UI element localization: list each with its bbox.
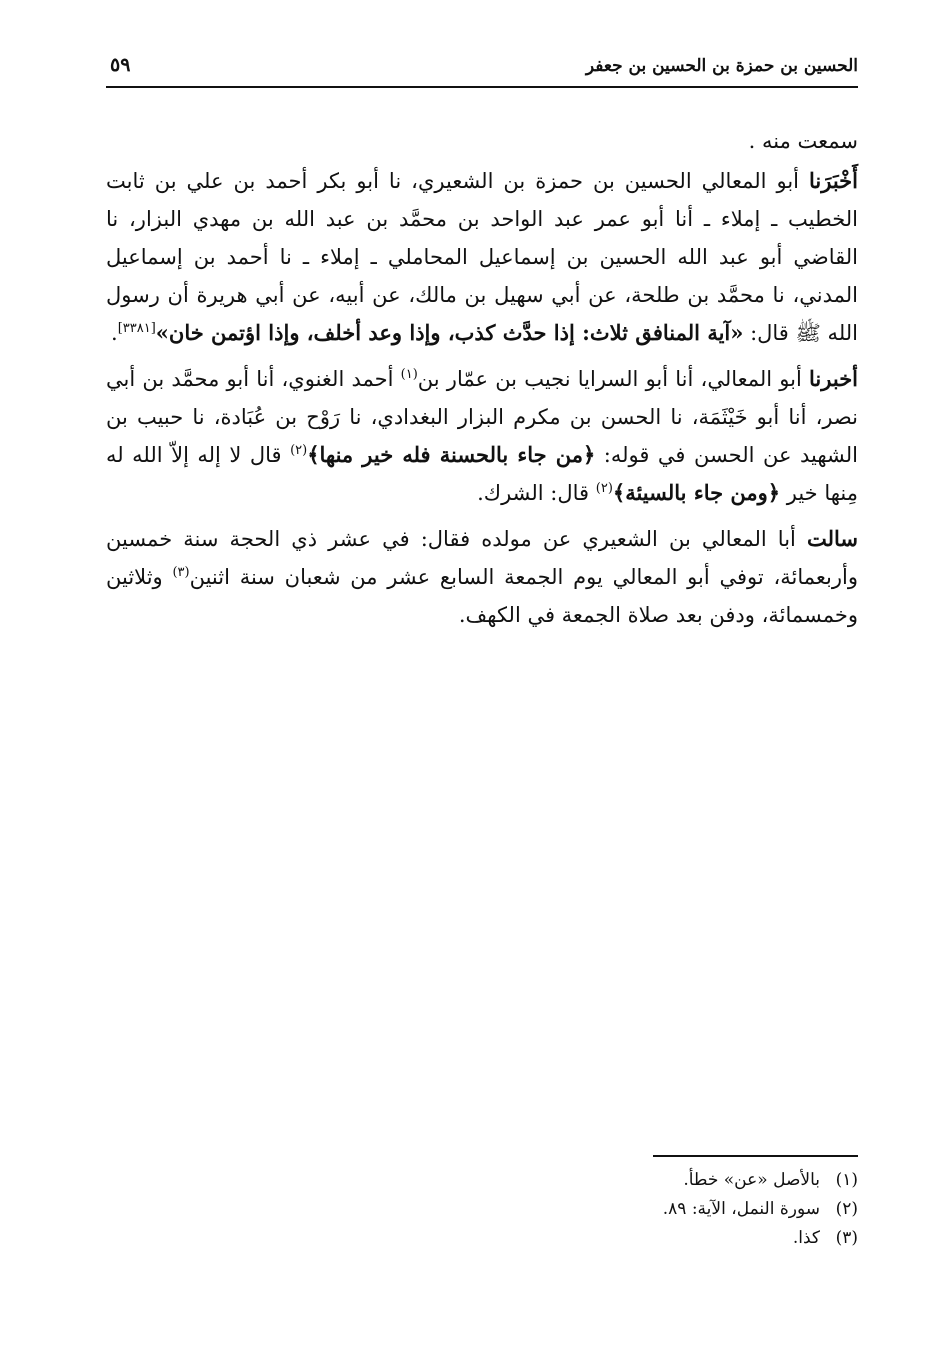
paragraph-lead-word: أَخْبَرَنا bbox=[809, 168, 858, 193]
hadith-reference-number: [٣٣٨١] bbox=[117, 321, 156, 336]
footnote-text: بالأصل «عن» خطأ. bbox=[683, 1170, 820, 1190]
paragraph-text: أبو المعالي، أنا أبو السرايا نجيب بن عمّار بن bbox=[417, 367, 810, 391]
footnote-2 bbox=[458, 1195, 858, 1224]
paragraph-text: وثلاثين وخمسمائة، ودفن بعد صلاة الجمعة في الكهف. bbox=[106, 565, 858, 627]
footnote-number: (١) bbox=[835, 1170, 858, 1190]
main-text bbox=[106, 122, 858, 642]
page-number: ٥٩ bbox=[110, 54, 131, 76]
footnote-1 bbox=[458, 1166, 858, 1195]
sentence-end: . bbox=[111, 321, 118, 345]
footnotes bbox=[458, 1166, 858, 1253]
quran-verse-2: ﴿ومن جاء بالسيئة﴾ bbox=[612, 480, 781, 505]
paragraph-text: قال لا إله إلاّ الله له مِنها خير bbox=[106, 443, 858, 505]
quran-verse-1: ﴿من جاء بالحسنة فله خير منها﴾ bbox=[307, 442, 596, 467]
footnote-number: (٢) bbox=[835, 1199, 858, 1219]
paragraph-3 bbox=[106, 360, 858, 512]
footnote-separator bbox=[653, 1155, 858, 1157]
footnote-marker-2: (٢) bbox=[290, 443, 308, 458]
paragraph-4 bbox=[106, 520, 858, 634]
paragraph-2 bbox=[106, 162, 858, 352]
isnad-text: أبو المعالي الحسين بن حمزة بن الشعيري، نا أبو بكر أحمد بن علي بن ثابت الخطيب ـ إملاء ـ أنا أبو عمر عبد الواحد بن محمَّد بن عبد الله بن مهدي البزار، نا القاضي أبو عبد الله الحسين بن إسماعيل المحاملي ـ إملاء ـ نا أحمد بن إسماعيل المدني، نا محمَّد بن طلحة، عن أبي سهيل بن مالك، عن أبيه، عن أبي هريرة أن رسول الله ﷺ قال: bbox=[106, 169, 858, 345]
paragraph-lead-word: سالت bbox=[806, 526, 858, 551]
footnote-number: (٣) bbox=[835, 1228, 858, 1248]
paragraph-text: أحمد الغنوي، أنا أبو محمَّد بن أبي نصر، أنا أبو خَيْثَمَة، نا الحسن بن مكرم البزار البغدادي، نا رَوْح بن عُبَادة، نا حبيب بن الشهيد عن الحسن في قوله: bbox=[106, 367, 858, 467]
running-title: الحسين بن حمزة بن الحسين بن جعفر bbox=[585, 56, 858, 76]
page-header bbox=[106, 44, 858, 88]
paragraph-1: سمعت منه . bbox=[748, 129, 858, 153]
footnote-marker-1: (١) bbox=[400, 367, 418, 382]
footnote-text: سورة النمل، الآية: ٨٩. bbox=[662, 1199, 820, 1219]
footnote-marker-3: (٣) bbox=[172, 565, 190, 580]
paragraph-text: أبا المعالي بن الشعيري عن مولده فقال: في عشر ذي الحجة سنة خمسين وأربعمائة، توفي أبو المعالي يوم الجمعة السابع عشر من شعبان سنة اثنين bbox=[106, 527, 858, 589]
footnote-text: كذا. bbox=[792, 1228, 820, 1248]
hadith-quote: «آية المنافق ثلاث: إذا حدَّث كذب، وإذا وعد أخلف، وإذا اؤتمن خان» bbox=[155, 320, 744, 345]
paragraph-lead-word: أخبرنا bbox=[809, 366, 859, 391]
footnote-3 bbox=[458, 1224, 858, 1253]
footnote-marker-2b: (٢) bbox=[595, 481, 613, 496]
paragraph-text: قال: الشرك. bbox=[477, 481, 596, 505]
